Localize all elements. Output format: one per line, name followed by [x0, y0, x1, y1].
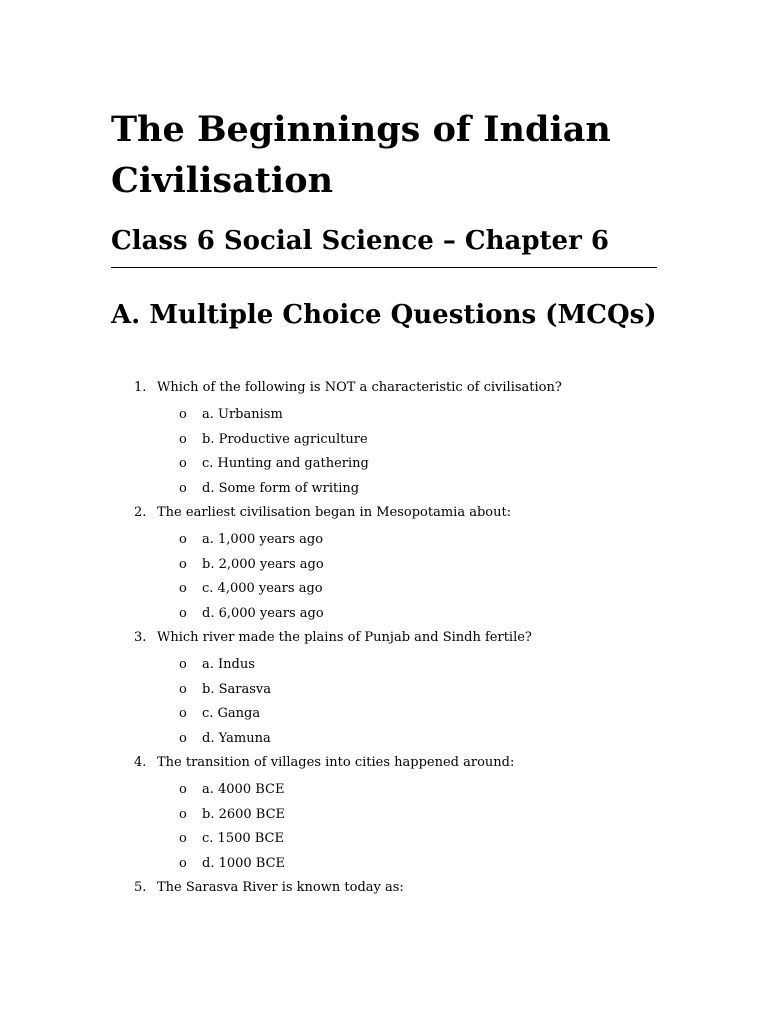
question-item — [111, 376, 671, 501]
option-text: a. 1,000 years ago — [202, 532, 324, 547]
option-list — [111, 650, 671, 751]
option-text: d. 6,000 years ago — [202, 605, 324, 621]
option-item — [111, 602, 671, 627]
question-line — [111, 751, 671, 775]
circle-bullet-icon: o — [179, 556, 187, 572]
option-item — [111, 778, 671, 803]
question-number: 3. — [134, 630, 147, 645]
circle-bullet-icon: o — [179, 605, 187, 621]
option-item — [111, 702, 671, 727]
option-item — [111, 827, 671, 852]
circle-bullet-icon: o — [179, 681, 187, 697]
option-text: c. 1500 BCE — [202, 831, 284, 846]
circle-bullet-icon: o — [179, 831, 187, 846]
option-text: d. Yamuna — [202, 730, 271, 746]
option-text: a. Indus — [202, 657, 255, 672]
circle-bullet-icon: o — [179, 581, 187, 596]
option-item — [111, 477, 671, 502]
option-text: d. Some form of writing — [202, 480, 360, 496]
question-line — [111, 501, 671, 525]
horizontal-rule — [111, 267, 657, 268]
question-line — [111, 376, 671, 400]
option-text: c. Ganga — [202, 706, 261, 721]
question-number: 1. — [134, 380, 147, 395]
option-text: d. 1000 BCE — [202, 855, 286, 871]
option-item — [111, 727, 671, 752]
option-text: a. 4000 BCE — [202, 782, 285, 797]
option-list — [111, 400, 671, 501]
section-heading: A. Multiple Choice Questions (MCQs) — [111, 300, 657, 330]
option-item — [111, 428, 671, 453]
circle-bullet-icon: o — [179, 456, 187, 471]
option-item — [111, 403, 671, 428]
question-text: The Sarasva River is known today as: — [157, 880, 404, 895]
option-item — [111, 653, 671, 678]
option-text: a. Urbanism — [202, 407, 283, 422]
question-line — [111, 626, 671, 650]
question-item — [111, 626, 671, 751]
question-text: The earliest civilisation began in Mesopotamia about: — [157, 505, 512, 520]
circle-bullet-icon: o — [179, 431, 187, 447]
question-list — [111, 376, 671, 900]
option-item — [111, 577, 671, 602]
option-item — [111, 528, 671, 553]
option-item — [111, 852, 671, 877]
option-list — [111, 775, 671, 876]
circle-bullet-icon: o — [179, 407, 187, 422]
option-list — [111, 525, 671, 626]
option-item — [111, 678, 671, 703]
circle-bullet-icon: o — [179, 855, 187, 871]
circle-bullet-icon: o — [179, 480, 187, 496]
question-number: 4. — [134, 755, 147, 770]
option-text: b. 2600 BCE — [202, 806, 286, 822]
circle-bullet-icon: o — [179, 532, 187, 547]
circle-bullet-icon: o — [179, 657, 187, 672]
option-item — [111, 452, 671, 477]
circle-bullet-icon: o — [179, 782, 187, 797]
question-item — [111, 501, 671, 626]
circle-bullet-icon: o — [179, 706, 187, 721]
question-item — [111, 751, 671, 876]
question-text: Which river made the plains of Punjab and Sindh fertile? — [157, 630, 532, 645]
document-subtitle: Class 6 Social Science – Chapter 6 — [111, 226, 609, 256]
option-item — [111, 553, 671, 578]
question-line — [111, 876, 671, 900]
circle-bullet-icon: o — [179, 806, 187, 822]
question-number: 2. — [134, 505, 147, 520]
document-title: The Beginnings of Indian Civilisation — [111, 109, 611, 201]
option-item — [111, 803, 671, 828]
option-text: c. 4,000 years ago — [202, 581, 323, 596]
option-text: b. Productive agriculture — [202, 431, 368, 447]
option-text: b. 2,000 years ago — [202, 556, 324, 572]
question-number: 5. — [134, 880, 147, 895]
question-text: Which of the following is NOT a characteristic of civilisation? — [157, 380, 562, 395]
option-text: c. Hunting and gathering — [202, 456, 369, 471]
circle-bullet-icon: o — [179, 730, 187, 746]
question-text: The transition of villages into cities happened around: — [157, 755, 515, 770]
option-text: b. Sarasva — [202, 681, 271, 697]
question-item — [111, 876, 671, 900]
